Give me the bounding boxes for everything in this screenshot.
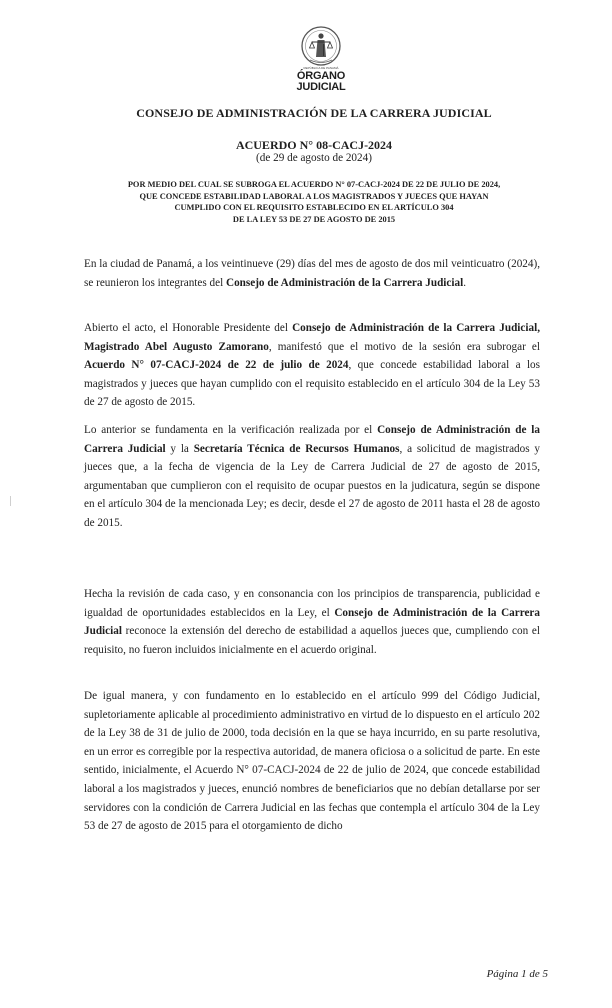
text-run: , que concede estabilidad laboral a los magistrados y jueces que hayan cumplido con el requisito establecido en el artículo 304 de la Ley 53 de 27 de agosto de 2015. (84, 359, 541, 409)
text-run: En la ciudad de Panamá, a los veintinueve (29) días del mes de agosto de dos mil veinticuatro (2024), se reunieron los integrantes del (84, 258, 540, 289)
logo-wordmark-line-2: JUDICIAL (296, 81, 346, 93)
text-run: Hecha la revisión de cada caso, y en consonancia con los principios de transparencia, publicidad e igualdad de oportunidades establecidos en la Ley, el (84, 588, 540, 619)
bold-text-run: Secretaría Técnica de Recursos Humanos (193, 442, 400, 455)
preamble-line: QUE CONCEDE ESTABILIDAD LABORAL A LOS MAGISTRADOS Y JUECES QUE HAYAN (139, 191, 489, 201)
text-run: Lo anterior se fundamenta en la verificación realizada por el (84, 424, 378, 436)
bold-text-run: Consejo de Administración de la Carrera Judicial (84, 606, 540, 638)
bold-text-run: Consejo de Administración de la Carrera Judicial (84, 424, 540, 455)
bold-text-run: Consejo de Administración de la Carrera Judicial, Magistrado Abel Augusto Zamorano (84, 322, 540, 353)
bold-text-run: Acuerdo N° 07-CACJ-2024 de 22 de julio de 2024 (84, 359, 349, 372)
agreement-number: ACUERDO N° 08-CACJ-2024 (235, 138, 393, 152)
preamble (86, 179, 542, 225)
text-run: reconoce la extensión del derecho de estabilidad a aquellos jueces que, cumpliendo con el requisito, no fueron incluidos inicialmente en el acuerdo original. (84, 625, 540, 656)
page-number: Página 1 de 5 (486, 968, 548, 980)
paragraph-review (84, 585, 540, 659)
paragraph-opening (84, 319, 540, 412)
scales-of-justice-seal-icon (290, 24, 352, 74)
text-run: , manifestó que el motivo de la sesión era subrogar el (268, 340, 540, 353)
paragraph-meeting (84, 255, 540, 292)
text-run: De igual manera, y con fundamento en lo establecido en el artículo 999 del Código Judicial, supletoriamente aplicable al procedimiento administrativo en virtud de lo dispuesto en el artículo 202 de la Ley 38 de 31 de julio de 2000, toda decisión en la que se haya incurrido, en su parte resolutiva, en un error es corregible por la respectiva autoridad, de manera oficiosa o a solicitud de parte. En este sentido, inicialmente, el Acuerdo N° 07-CACJ-2024 de 22 de julio de 2024, que concede estabilidad laboral a los magistrados y jueces, enunció nombres de beneficiarios que no debían detallarse por ser servidores con la condición de Carrera Judicial en las fechas que contempla el artículo 304 de la Ley 53 de 27 de agosto de 2015 para el otorgamiento de dicho (84, 690, 540, 833)
preamble-line: POR MEDIO DEL CUAL SE SUBROGA EL ACUERDO N° 07-CACJ-2024 DE 22 DE JULIO DE 2024, (127, 180, 501, 189)
preamble-line: DE LA LEY 53 DE 27 DE AGOSTO DE 2015 (232, 214, 396, 224)
agreement-date: (de 29 de agosto de 2024) (256, 152, 372, 164)
text-run: y la (165, 442, 194, 455)
text-run: . (463, 276, 466, 289)
text-run: Abierto el acto, el Honorable Presidente del (84, 322, 293, 334)
preamble-line: CUMPLIDO CON EL REQUISITO ESTABLECIDO EN EL ARTÍCULO 304 (174, 203, 454, 213)
paragraph-correction (84, 687, 540, 836)
text-run: , a solicitud de magistrados y jueces que, a la fecha de vigencia de la Ley de Carrera Judicial de 27 de agosto de 2015, argumentaban que cumplieron con el requisito de ocupar puestos en la judicatura, según se dispone en el artículo 304 de la mencionada Ley; es decir, desde el 27 de agosto de 2011 hasta el 28 de agosto de 2015. (84, 442, 540, 529)
bold-text-run: Consejo de Administración de la Carrera Judicial (225, 276, 464, 289)
svg-text:REPÚBLICA DE PANAMÁ: REPÚBLICA DE PANAMÁ (303, 66, 339, 70)
logo-wordmark-line-1: ÓRGANO (296, 70, 346, 82)
council-title: CONSEJO DE ADMINISTRACIÓN DE LA CARRERA JUDICIAL (136, 106, 492, 120)
margin-mark (10, 496, 11, 506)
paragraph-basis (84, 421, 540, 533)
